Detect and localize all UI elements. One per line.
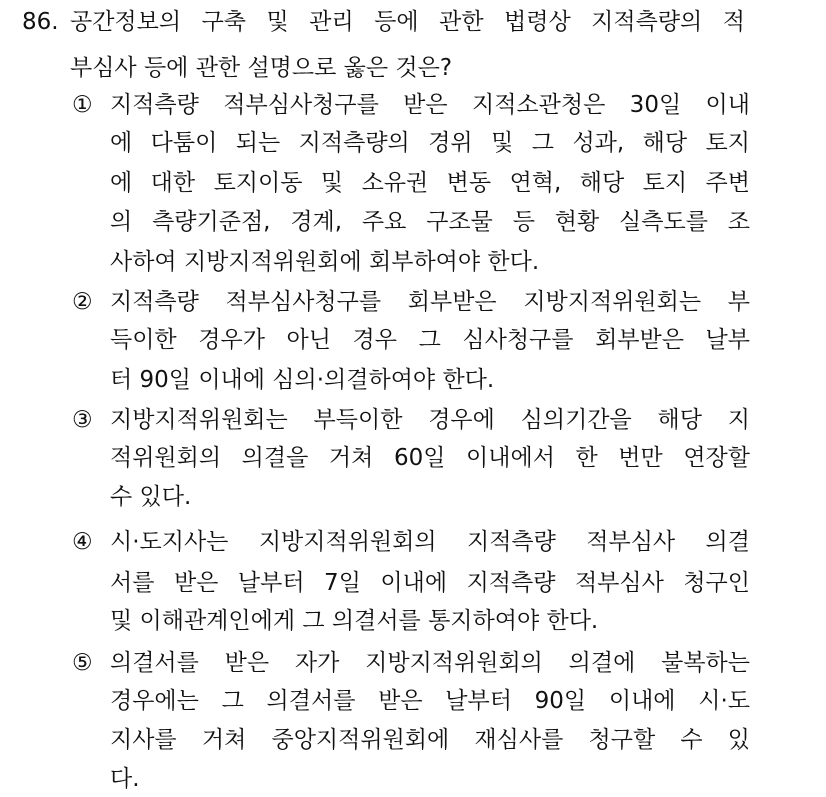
option-2-marker: ② [72,289,93,315]
option-1-text-line: 의 측량기준점, 경계, 주요 구조물 등 현황 실측도를 조 [110,209,750,235]
option-5-text-line: 의결서를 받은 자가 지방지적위원회의 의결에 불복하는 [110,650,750,676]
question-text-line: 부심사 등에 관한 설명으로 옳은 것은? [70,55,453,81]
option-3-text-line: 적위원회의 의결을 거쳐 60일 이내에서 한 번만 연장할 [110,445,750,471]
option-1-marker: ① [72,92,93,118]
option-4-text-line: 및 이해관계인에게 그 의결서를 통지하여야 한다. [110,608,599,634]
option-4-text-line: 시·도지사는 지방지적위원회의 지적측량 적부심사 의결 [110,529,750,555]
option-5-text-line: 다. [110,766,140,792]
option-2-text-line: 지적측량 적부심사청구를 회부받은 지방지적위원회는 부 [110,289,750,315]
option-2-text-line: 터 90일 이내에 심의·의결하여야 한다. [110,367,495,393]
option-3-marker: ③ [72,407,93,433]
option-4-text-line: 서를 받은 날부터 7일 이내에 지적측량 적부심사 청구인 [110,570,750,596]
option-3-text-line: 수 있다. [110,484,192,510]
option-1-text-line: 사하여 지방지적위원회에 회부하여야 한다. [110,249,540,275]
option-3-text-line: 지방지적위원회는 부득이한 경우에 심의기간을 해당 지 [110,407,750,433]
option-4-marker: ④ [72,529,93,555]
option-1-text-line: 에 대한 토지이동 및 소유권 변동 연혁, 해당 토지 주변 [110,170,750,196]
option-1-text-line: 지적측량 적부심사청구를 받은 지적소관청은 30일 이내 [110,92,750,118]
option-2-text-line: 득이한 경우가 아닌 경우 그 심사청구를 회부받은 날부 [110,327,750,353]
question-number: 86. [22,9,59,35]
option-5-text-line: 경우에는 그 의결서를 받은 날부터 90일 이내에 시·도 [110,688,750,714]
option-1-text-line: 에 다툼이 되는 지적측량의 경위 및 그 성과, 해당 토지 [110,130,750,156]
option-5-marker: ⑤ [72,650,93,676]
question-text-line: 공간정보의 구축 및 관리 등에 관한 법령상 지적측량의 적 [70,9,745,35]
option-5-text-line: 지사를 거쳐 중앙지적위원회에 재심사를 청구할 수 있 [110,727,750,753]
